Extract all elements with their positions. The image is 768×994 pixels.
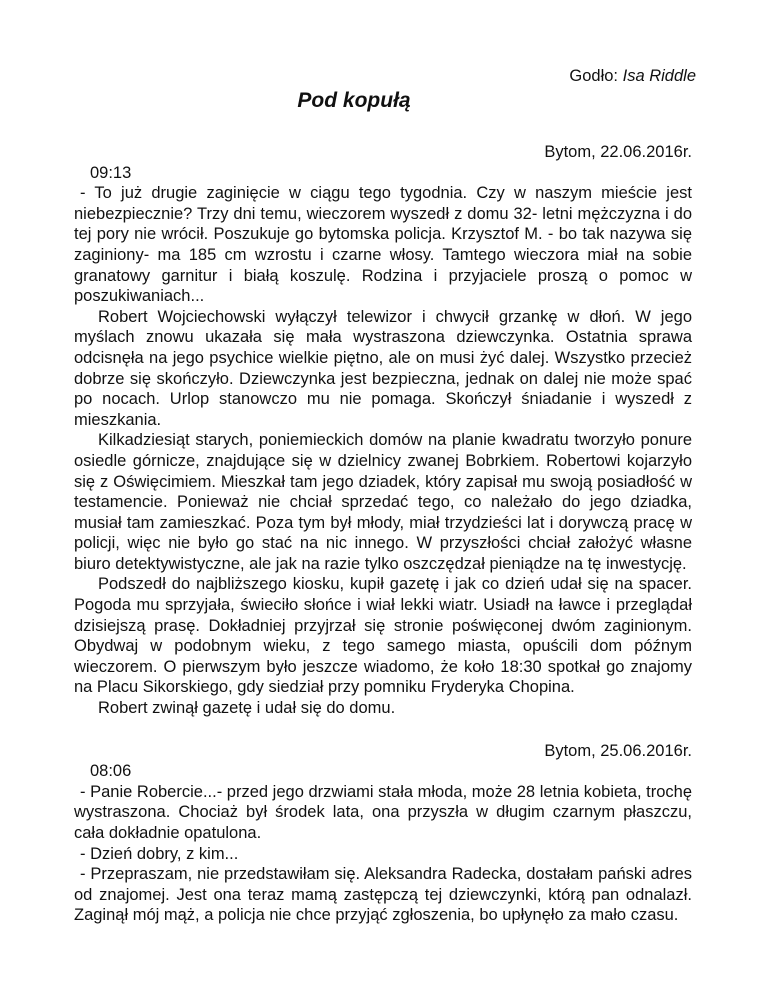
entry-time: 08:06 <box>90 762 132 781</box>
story-title: Pod kopułą <box>297 89 411 112</box>
motto-label: Godło: <box>569 67 619 85</box>
motto-name: Isa Riddle <box>622 67 696 85</box>
paragraph: - Panie Robercie...- przed jego drzwiami stała młoda, może 28 letnia kobieta, trochę wystraszona. Chociaż był środek lata, ona przyszła w długim czarnym płaszczu, cała dokładnie opatulona. <box>74 782 692 842</box>
story-body <box>74 142 692 926</box>
paragraph: - Dzień dobry, z kim... <box>80 844 239 863</box>
paragraph: Podszedł do najbliższego kiosku, kupił gazetę i jak co dzień udał się na spacer. Pogoda mu sprzyjała, świeciło słońce i wiał lekki wiatr. Usiadł na ławce i przeglądał dzisiejszą prasę. Dokładniej przyjrzał się stronie poświęconej dwóm zaginionym. Obydwaj w podobnym wieku, z tego samego miasta, opuścili dom późnym wieczorem. O pierwszym było jeszcze wiadomo, że koło 18:30 spotkał go znajomy na Placu Sikorskiego, gdy siedział przy pomniku Fryderyka Chopina. <box>74 575 692 697</box>
paragraph: Kilkadziesiąt starych, poniemieckich domów na planie kwadratu tworzyło ponure osiedle górnicze, znajdujące się w dzielnicy zwanej Bobrkiem. Robertowi kojarzyło się z Oświęcimiem. Mieszkał tam jego dziadek, który zapisał mu swoją posiadłość w testamencie. Ponieważ nie chciał sprzedać tego, co należało do jego dziadka, musiał tam zamieszkać. Poza tym był młody, miał trzydzieści lat i dorywczą pracę w policji, więc nie było go stać na nic innego. W przyszłości chciał założyć własne biuro detektywistyczne, ale jak na razie tylko oszczędzał pieniądze na tę inwestycję. <box>74 431 692 573</box>
entry-time: 09:13 <box>90 163 132 182</box>
section-gap <box>74 719 692 741</box>
paragraph: - To już drugie zaginięcie w ciągu tego tygodnia. Czy w naszym mieście jest niebezpiecznie? Trzy dni temu, wieczorem wyszedł z domu 32- letni mężczyzna i do tej pory nie wrócił. Poszukuje go bytomska policja. Krzysztof M. - bo tak nazywa się zaginiony- ma 185 cm wzrostu i czarne włosy. Tamtego wieczora miał na sobie granatowy garnitur i białą koszulę. Rodzina i przyjaciele proszą o pomoc w poszukiwaniach... <box>74 184 692 306</box>
entry-date: Bytom, 25.06.2016r. <box>544 741 692 760</box>
entry-date: Bytom, 22.06.2016r. <box>544 143 692 161</box>
paragraph: Robert Wojciechowski wyłączył telewizor i chwycił grzankę w dłoń. W jego myślach znowu ukazała się mała wystraszona dziewczynka. Ostatnia sprawa odcisnęła na jego psychice wielkie piętno, ale on musi żyć dalej. Wszystko przecież dobrze się skończyło. Dziewczynka jest bezpieczna, jednak on dalej nie może spać po nocach. Urlop stanowczo mu nie pomaga. Skończył śniadanie i wyszedł z mieszkania. <box>74 307 692 429</box>
paragraph: - Przepraszam, nie przedstawiłam się. Aleksandra Radecka, dostałam pański adres od znajomej. Jest ona teraz mamą zastępczą tej dziewczynki, którą pan odnalazł. Zaginął mój mąż, a policja nie chce przyjąć zgłoszenia, bo upłynęło za mało czasu. <box>74 865 692 925</box>
paragraph: Robert zwinął gazetę i udał się do domu. <box>98 699 396 718</box>
motto <box>569 66 696 86</box>
